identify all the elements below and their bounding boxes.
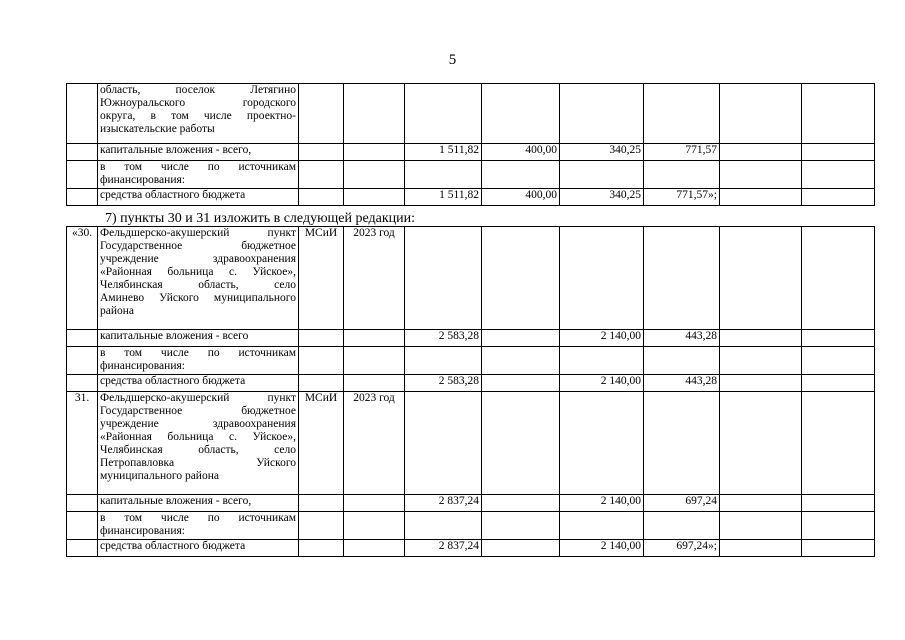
- item-number: 31.: [67, 392, 98, 495]
- value-cell: 771,57: [644, 144, 720, 161]
- table-row: [67, 144, 875, 161]
- value-cell: 1 511,82: [405, 189, 482, 206]
- value-cell: 400,00: [482, 144, 560, 161]
- table-row: [67, 161, 875, 189]
- table-row: [67, 375, 875, 392]
- value-cell: 2 583,28: [405, 330, 482, 347]
- object-description: область, поселок Летягино Южноуральского городского округа, в том числе проектно- изыскательские работы: [98, 84, 299, 144]
- item-number: «30.: [67, 227, 98, 330]
- table-row: [67, 227, 875, 330]
- year-cell: 2023 год: [344, 392, 405, 495]
- table-row: [67, 495, 875, 512]
- value-cell: 2 140,00: [560, 540, 644, 557]
- row-label: средства областного бюджета: [98, 540, 299, 557]
- table-row: [67, 392, 875, 495]
- value-cell: 697,24»;: [644, 540, 720, 557]
- year-cell: 2023 год: [344, 227, 405, 330]
- table-row: [67, 84, 875, 144]
- continued-table: [66, 83, 875, 206]
- row-label: в том числе по источникам финансирования:: [98, 161, 299, 189]
- amendment-caption: 7) пункты 30 и 31 изложить в следующей редакции:: [105, 211, 416, 226]
- value-cell: 2 837,24: [405, 540, 482, 557]
- value-cell: 2 837,24: [405, 495, 482, 512]
- row-label: в том числе по источникам финансирования:: [98, 512, 299, 540]
- table-row: [67, 189, 875, 206]
- value-cell: 443,28: [644, 375, 720, 392]
- value-cell: 340,25: [560, 189, 644, 206]
- value-cell: 697,24: [644, 495, 720, 512]
- row-label: капитальные вложения - всего: [98, 330, 299, 347]
- table-row: [67, 540, 875, 557]
- amendment-table: [66, 226, 875, 557]
- value-cell: 443,28: [644, 330, 720, 347]
- value-cell: 1 511,82: [405, 144, 482, 161]
- value-cell: 2 140,00: [560, 375, 644, 392]
- object-description: Фельдшерско-акушерский пункт Государственное бюджетное учреждение здравоохранения «Районная больница с. Уйское», Челябинская область, село Петропавловка Уйского муниципального района: [98, 392, 299, 495]
- value-cell: 771,57»;: [644, 189, 720, 206]
- value-cell: 2 583,28: [405, 375, 482, 392]
- row-label: средства областного бюджета: [98, 189, 299, 206]
- table-row: [67, 330, 875, 347]
- row-label: в том числе по источникам финансирования:: [98, 347, 299, 375]
- responsible-org: МСиИ: [299, 227, 344, 330]
- object-description: Фельдшерско-акушерский пункт Государственное бюджетное учреждение здравоохранения «Районная больница с. Уйское», Челябинская область, село Аминево Уйского муниципального района: [98, 227, 299, 330]
- row-label: капитальные вложения - всего,: [98, 495, 299, 512]
- value-cell: 2 140,00: [560, 330, 644, 347]
- responsible-org: МСиИ: [299, 392, 344, 495]
- page-number: 5: [448, 52, 457, 68]
- row-label: капитальные вложения - всего,: [98, 144, 299, 161]
- value-cell: 400,00: [482, 189, 560, 206]
- value-cell: 340,25: [560, 144, 644, 161]
- row-label: средства областного бюджета: [98, 375, 299, 392]
- table-row: [67, 512, 875, 540]
- table-row: [67, 347, 875, 375]
- value-cell: 2 140,00: [560, 495, 644, 512]
